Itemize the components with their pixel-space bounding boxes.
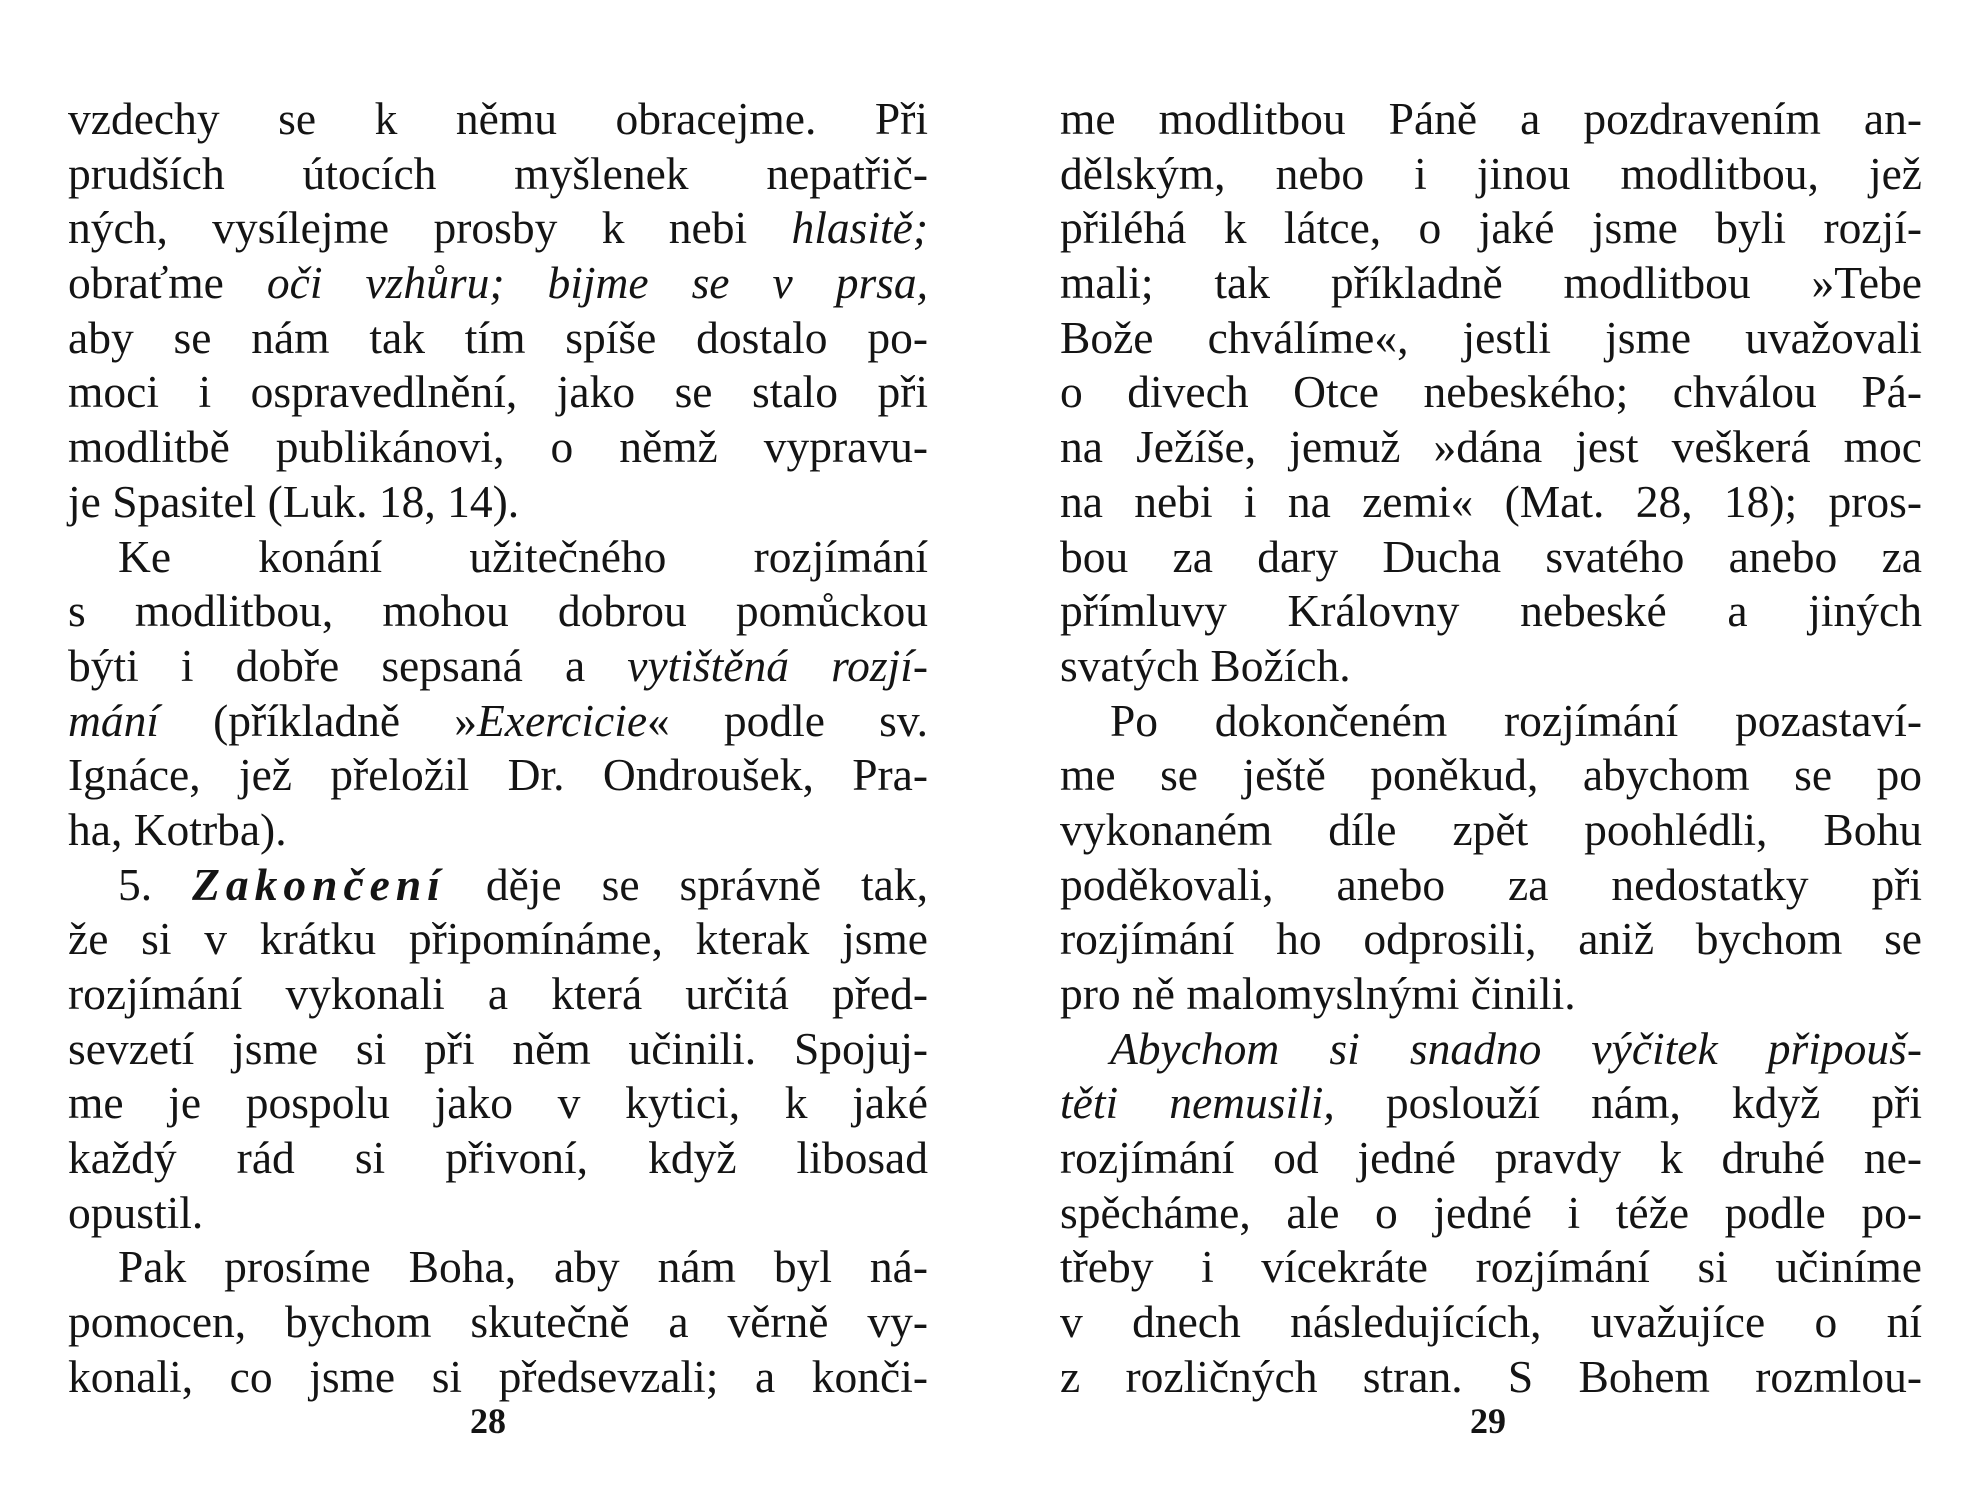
page-number-right: 29 xyxy=(1470,1401,1506,1441)
text-segment: poslouží nám, když při xyxy=(1334,1077,1922,1129)
text-segment: dělským, nebo i jinou modlitbou, jež xyxy=(1060,147,1922,199)
text-line xyxy=(68,694,928,749)
gutter xyxy=(985,0,987,1500)
text-segment: děje se správně tak, xyxy=(445,858,928,910)
text-segment: Ke konání užitečného rozjímání xyxy=(118,530,928,582)
text-segment: pomocen, bychom skutečně a věrně vy- xyxy=(68,1296,928,1348)
text-segment: pro ně malomyslnými činili. xyxy=(1060,968,1576,1019)
text-segment: rozjímání od jedné pravdy k druhé ne- xyxy=(1060,1132,1922,1184)
text-line xyxy=(1060,92,1922,147)
text-segment: že si v krátku připomínáme, kterak jsme xyxy=(68,913,928,965)
text-line xyxy=(1060,912,1922,967)
text-segment: « podle sv. xyxy=(647,694,928,746)
text-segment: Pak prosíme Boha, aby nám byl ná- xyxy=(118,1241,928,1293)
text-line xyxy=(1060,147,1922,202)
text-segment: opustil. xyxy=(68,1186,204,1238)
text-line xyxy=(1060,1022,1922,1077)
text-line xyxy=(68,748,928,803)
text-segment: ha, Kotrba). xyxy=(68,803,287,855)
text-line xyxy=(68,912,928,967)
text-line xyxy=(68,1186,928,1241)
text-line xyxy=(1060,256,1922,311)
text-line xyxy=(68,1131,928,1186)
text-segment: na Ježíše, jemuž »dána jest veškerá moc xyxy=(1060,421,1922,473)
text-line xyxy=(1060,530,1922,585)
text-segment: Po dokončeném rozjímání pozastaví- xyxy=(1110,694,1922,746)
text-segment: spěcháme, ale o jedné i téže podle po- xyxy=(1060,1186,1922,1238)
text-segment: 5. xyxy=(118,858,193,910)
text-line xyxy=(68,530,928,585)
text-line xyxy=(68,639,928,694)
text-segment: moci i ospravedlnění, jako se stalo při xyxy=(68,366,928,418)
text-segment: modlitbě publikánovi, o němž vypravu- xyxy=(68,421,928,473)
text-line xyxy=(1060,1186,1922,1241)
text-line xyxy=(68,92,928,147)
text-segment: vykonaném díle zpět poohlédli, Bohu xyxy=(1060,803,1922,855)
text-line xyxy=(1060,803,1922,858)
text-line xyxy=(68,803,928,858)
text-segment: vzdechy se k němu obracejme. Při xyxy=(68,93,928,144)
text-segment: Abychom si snadno výčitek připouš- xyxy=(1110,1022,1922,1074)
text-segment: na nebi i na zemi« (Mat. 28, 18); pros- xyxy=(1060,475,1922,527)
text-segment: těti nemusili, xyxy=(1060,1077,1335,1129)
text-segment: rozjímání ho odprosili, aniž bychom se xyxy=(1060,913,1922,965)
text-segment: sevzetí jsme si při něm učinili. Spojuj- xyxy=(68,1022,928,1074)
text-line xyxy=(68,1350,928,1405)
text-segment: je Spasitel (Luk. 18, 14). xyxy=(68,475,520,527)
text-segment: vytištěná rozjí- xyxy=(627,639,928,691)
text-segment: ných, vysílejme prosby k nebi xyxy=(68,202,792,254)
text-segment: rozjímání vykonali a která určitá před- xyxy=(68,968,928,1019)
text-line xyxy=(1060,639,1922,694)
text-line xyxy=(68,584,928,639)
text-segment: Bože chválíme«, jestli jsme uvažovali xyxy=(1060,311,1922,363)
text-line xyxy=(1060,1076,1922,1131)
text-line xyxy=(68,311,928,366)
text-segment: o divech Otce nebeského; chválou Pá- xyxy=(1060,366,1922,418)
text-segment: s modlitbou, mohou dobrou pomůckou xyxy=(68,585,928,637)
text-segment: (příkladně » xyxy=(159,694,477,746)
text-line xyxy=(1060,967,1922,1022)
text-segment: z rozličných stran. S Bohem rozmlou- xyxy=(1060,1350,1922,1402)
text-line xyxy=(68,420,928,475)
text-line xyxy=(68,475,928,530)
text-segment: konali, co jsme si předsevzali; a konči- xyxy=(68,1350,928,1402)
text-segment: obraťme xyxy=(68,257,267,309)
text-line xyxy=(68,1240,928,1295)
text-line xyxy=(68,147,928,202)
text-line xyxy=(68,967,928,1022)
text-segment: třeby i vícekráte rozjímání si učiníme xyxy=(1060,1241,1922,1293)
text-line xyxy=(1060,748,1922,803)
text-line xyxy=(1060,858,1922,913)
text-segment: svatých Božích. xyxy=(1060,639,1351,691)
page-number-left: 28 xyxy=(470,1401,506,1441)
text-segment: přiléhá k látce, o jaké jsme byli rozjí- xyxy=(1060,202,1922,254)
text-segment: aby se nám tak tím spíše dostalo po- xyxy=(68,311,928,363)
text-line xyxy=(1060,1350,1922,1405)
text-line xyxy=(68,1022,928,1077)
left-page-text xyxy=(68,92,928,1405)
text-segment: me je pospolu jako v kytici, k jaké xyxy=(68,1077,928,1129)
text-line xyxy=(68,201,928,256)
text-segment: me modlitbou Páně a pozdravením an- xyxy=(1060,93,1922,144)
text-line xyxy=(1060,475,1922,530)
text-segment: každý rád si přivoní, když libosad xyxy=(68,1132,928,1184)
text-segment: mali; tak příkladně modlitbou »Tebe xyxy=(1060,257,1922,309)
text-line xyxy=(1060,694,1922,749)
text-line xyxy=(1060,1131,1922,1186)
text-segment: poděkovali, anebo za nedostatky při xyxy=(1060,858,1922,910)
right-page-text xyxy=(1060,92,1922,1405)
text-line xyxy=(68,256,928,311)
text-segment: býti i dobře sepsaná a xyxy=(68,639,628,691)
text-segment: prudších útocích myšlenek nepatřič- xyxy=(68,147,928,199)
text-line xyxy=(1060,1295,1922,1350)
text-segment: oči vzhůru; bijme se v prsa, xyxy=(266,257,928,309)
text-segment: mání xyxy=(68,694,159,746)
text-segment: me se ještě poněkud, abychom se po xyxy=(1060,749,1922,801)
text-segment: hlasitě; xyxy=(791,202,928,254)
text-line xyxy=(1060,584,1922,639)
text-segment: Ignáce, jež přeložil Dr. Ondroušek, Pra- xyxy=(68,749,928,801)
text-line xyxy=(1060,201,1922,256)
text-line xyxy=(1060,420,1922,475)
text-segment: bou za dary Ducha svatého anebo za xyxy=(1060,530,1922,582)
text-segment: Exercicie xyxy=(476,694,648,746)
text-line xyxy=(1060,365,1922,420)
text-line xyxy=(68,858,928,913)
text-line xyxy=(1060,311,1922,366)
text-line xyxy=(68,1076,928,1131)
text-segment: Zakončení xyxy=(192,858,446,910)
text-segment: v dnech následujících, uvažujíce o ní xyxy=(1060,1296,1922,1348)
text-segment: přímluvy Královny nebeské a jiných xyxy=(1060,585,1922,637)
text-line xyxy=(1060,1240,1922,1295)
text-line xyxy=(68,365,928,420)
text-line xyxy=(68,1295,928,1350)
